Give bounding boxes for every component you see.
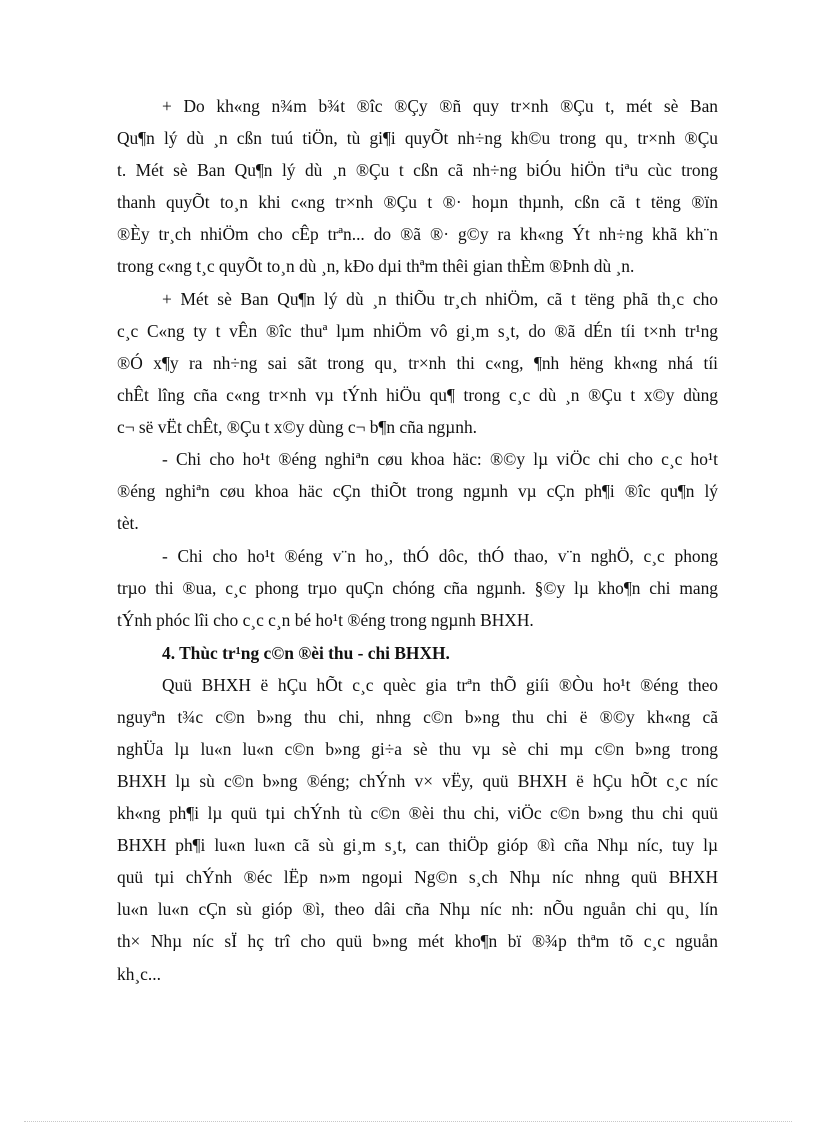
text-line: ®Èy tr¸ch nhiÖm cho cÊp trªn... do ®ã ®· g©y ra kh«ng Ýt nh÷ng khã kh¨n: [117, 224, 718, 244]
text-line: chÊt lîng cña c«ng tr×nh vµ tÝnh hiÖu qu¶ trong c¸c dù ¸n ®Çu t x©y dùng: [117, 385, 718, 405]
text-line: + Do kh«ng n¾m b¾t ®îc ®Çy ®ñ quy tr×nh ®Çu t, mét sè Ban: [162, 96, 718, 116]
text-line: trµo thi ®ua, c¸c phong trµo quÇn chóng cña ngµnh. §©y lµ kho¶n chi mang: [117, 578, 718, 598]
text-line: thanh quyÕt to¸n khi c«ng tr×nh ®Çu t ®· hoµn thµnh, cßn cã t tëng ®ïn: [117, 192, 718, 212]
text-line: trong c«ng t¸c quyÕt to¸n dù ¸n, kÐo dµi thªm thêi gian thÈm ®Þnh dù ¸n.: [117, 256, 635, 276]
heading-text: 4. Thùc tr¹ng c©n ®èi thu - chi BHXH.: [162, 643, 450, 663]
text-line: c¬ së vËt chÊt, ®Çu t x©y dùng c¬ b¶n cña ngµnh.: [117, 417, 478, 437]
text-line: nguyªn t¾c c©n b»ng thu chi, nhng c©n b»ng thu chi ë ®©y kh«ng cã: [117, 707, 718, 727]
text-line: + Mét sè Ban Qu¶n lý dù ¸n thiÕu tr¸ch nhiÖm, cã t tëng phã th¸c cho: [162, 289, 718, 309]
text-line: tÝnh phóc lîi cho c¸c c¸n bé ho¹t ®éng trong ngµnh BHXH.: [117, 610, 534, 630]
text-line: lu«n lu«n cÇn sù gióp ®ì, theo dâi cña Nhµ níc nh: nÕu nguån chi qu¸ lín: [117, 899, 718, 919]
text-line: - Chi cho ho¹t ®éng nghiªn cøu khoa häc: ®©y lµ viÖc chi cho c¸c ho¹t: [162, 449, 718, 469]
text-line: nghÜa lµ lu«n lu«n c©n b»ng gi÷a sè thu vµ sè chi mµ c©n b»ng trong: [117, 739, 718, 759]
text-line: Qu¶n lý dù ¸n cßn tuú tiÖn, tù gi¶i quyÕt nh÷ng kh©u trong qu¸ tr×nh ®Çu: [117, 128, 718, 148]
text-line: quü tµi chÝnh ®éc lËp n»m ngoµi Ng©n s¸ch Nhµ níc nhng quü BHXH: [117, 867, 718, 887]
page-bottom-border: [24, 1121, 792, 1122]
text-line: BHXH ph¶i lu«n lu«n cã sù gi¸m s¸t, can thiÖp gióp ®ì cña Nhµ níc, tuy lµ: [117, 835, 718, 855]
text-line: ®éng nghiªn cøu khoa häc cÇn thiÕt trong ngµnh vµ cÇn ph¶i ®îc qu¶n lý: [117, 481, 718, 501]
text-line: - Chi cho ho¹t ®éng v¨n ho¸, thÓ dôc, thÓ thao, v¨n nghÖ, c¸c phong: [162, 546, 718, 566]
text-line: ®Ó x¶y ra nh÷ng sai sãt trong qu¸ tr×nh thi c«ng, ¶nh hëng kh«ng nhá tíi: [117, 353, 718, 373]
text-line: t. Mét sè Ban Qu¶n lý dù ¸n ®Çu t cßn cã nh÷ng biÓu hiÖn tiªu cùc trong: [117, 160, 718, 180]
text-line: kh«ng ph¶i lµ quü tµi chÝnh tù c©n ®èi thu chi, viÖc c©n b»ng thu chi quü: [117, 803, 718, 823]
text-line: BHXH lµ sù c©n b»ng ®éng; chÝnh v× vËy, quü BHXH ë hÇu hÕt c¸c níc: [117, 771, 718, 791]
text-line: tèt.: [117, 513, 139, 533]
text-line: th× Nhµ níc sÏ hç trî cho quü b»ng mét kho¶n bï ®¾p thªm tõ c¸c nguån: [117, 931, 718, 951]
text-line: c¸c C«ng ty t vÊn ®îc thuª lµm nhiÖm vô gi¸m s¸t, do ®ã dÉn tíi t×nh tr¹ng: [117, 321, 718, 341]
text-line: kh¸c...: [117, 964, 161, 984]
text-line: Quü BHXH ë hÇu hÕt c¸c quèc gia trªn thÕ giíi ®Òu ho¹t ®éng theo: [162, 675, 718, 695]
